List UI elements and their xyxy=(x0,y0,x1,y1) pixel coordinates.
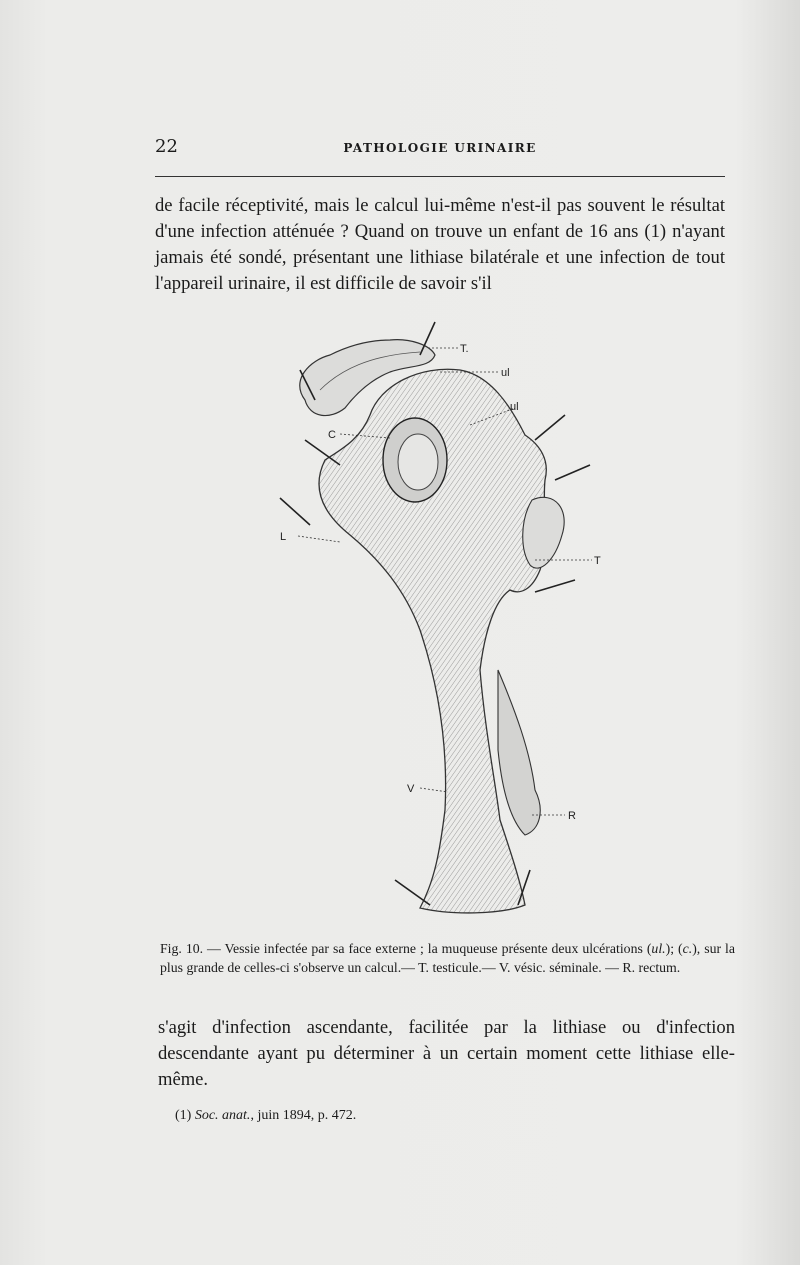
paragraph-2: s'agit d'infection ascendante, facilitée par la lithiase ou d'infection descendante ayant pu déterminer à un certain moment cette lithiase elle-même. xyxy=(158,1017,735,1090)
caption-ul: ul. xyxy=(651,941,666,956)
label-l: L xyxy=(280,531,287,543)
label-v: V xyxy=(407,783,415,795)
caption-text-c: ), sur la plus grande de celles-ci s'observe un calcul.— T. testicule.— V. vésic. séminale. — R. rectum. xyxy=(160,941,735,975)
label-t-right: T xyxy=(594,555,601,567)
page-number: 22 xyxy=(155,136,178,157)
footnote-rest: , juin 1894, p. 472. xyxy=(250,1108,357,1123)
figure-caption xyxy=(160,939,735,977)
anatomical-figure xyxy=(270,310,610,930)
caption-text-a: — Vessie infectée par sa face externe ; la muqueuse présente deux ulcérations ( xyxy=(203,941,652,956)
header-rule xyxy=(155,176,725,177)
seminal-vesicle-shape xyxy=(498,670,540,835)
right-testicle-shape xyxy=(523,497,564,568)
paragraph-1-text-b: n'ayant jamais été sondé, présentant une lithiase bilatérale et une infection de tout l'appareil urinaire, il est difficile de savoir s'il xyxy=(155,221,726,294)
label-ul-2: ul xyxy=(510,401,519,413)
paragraph-1-text-a: de facile réceptivité, mais le calcul lui-même n'est-il pas souvent le résultat d'une infection atténuée ? Quand on trouve un enfant de 16 ans xyxy=(155,195,725,242)
label-r: R xyxy=(568,810,576,822)
footnote-source: Soc. anat. xyxy=(194,1108,251,1123)
label-t-top: T. xyxy=(460,343,469,355)
footnote-reference[interactable]: (1) xyxy=(644,221,667,242)
label-ul-1: ul xyxy=(501,367,510,379)
caption-text-b: ); ( xyxy=(665,941,683,956)
running-title: PATHOLOGIE URINAIRE xyxy=(343,141,537,155)
caption-c: c. xyxy=(682,941,693,956)
page-header xyxy=(155,136,725,162)
footnote xyxy=(175,1108,735,1124)
paragraph-1 xyxy=(155,193,725,297)
bladder-illustration xyxy=(270,310,610,930)
footnote-number: (1) xyxy=(175,1108,195,1123)
caption-figure-number: Fig. 10. xyxy=(160,941,204,956)
label-c: C xyxy=(328,429,336,441)
